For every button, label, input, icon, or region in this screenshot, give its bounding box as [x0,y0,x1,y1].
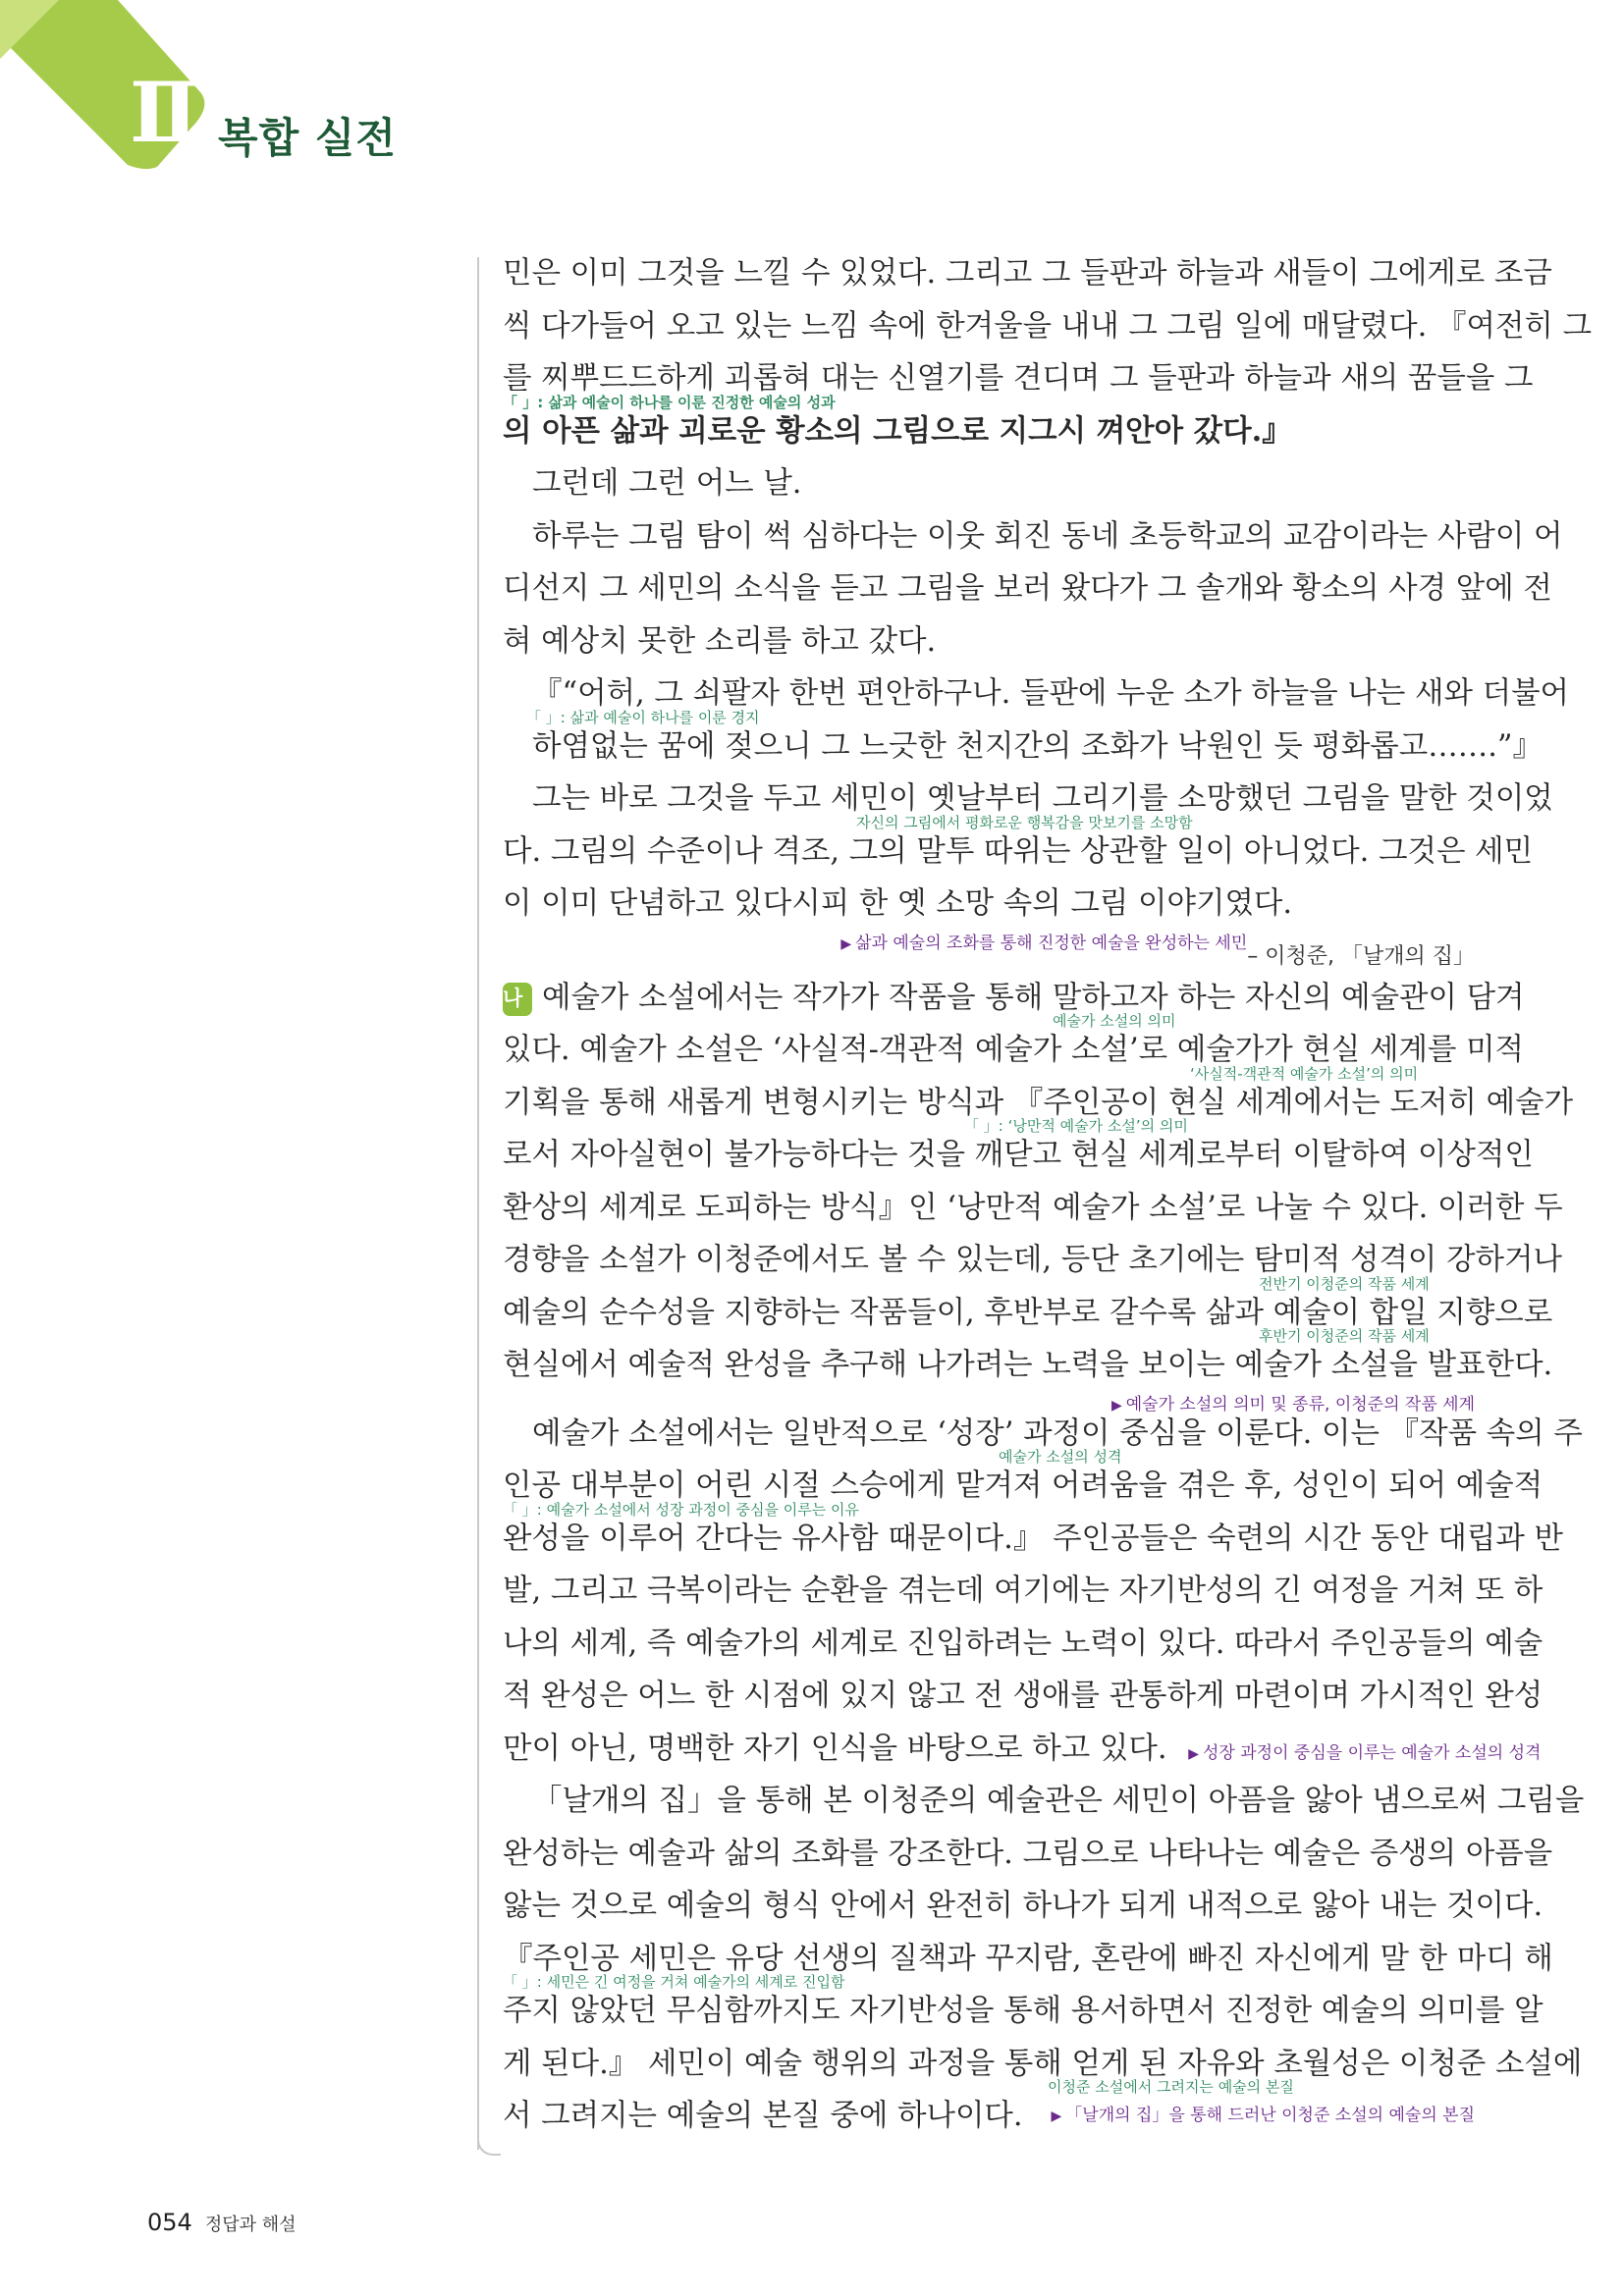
margin-note: 「 」: 삶과 예술이 하나를 이룬 경지 [526,708,760,726]
footer-label: 정답과 해설 [204,2215,297,2235]
passage-na-line: 나의 세계, 즉 예술가의 세계로 진입하려는 노력이 있다. 따라서 주인공들의 예술 [503,1626,1543,1661]
passage-na-line-text: 인공 대부분이 어린 시절 스승에게 맡겨져 어려움을 겪은 후, 성인이 되어 예술적 [503,1468,1543,1503]
passage-na-line-text: 주지 않았던 무심함까지도 자기반성을 통해 용서하면서 진정한 예술의 의미를 알 [503,1994,1543,2028]
margin-note: 전반기 이청준의 작품 세계 [1259,1274,1430,1293]
passage-ga-line: 『“어허, 그 쇠팔자 한번 편안하구나. 들판에 누운 소가 하늘을 나는 새와 더불어 [532,676,1570,711]
margin-note: 후반기 이청준의 작품 세계 [1259,1327,1430,1345]
summary-tag [1188,1743,1541,1763]
passage-ga-line-text: 이 이미 단념하고 있다시피 한 옛 소망 속의 그림 이야기였다. [503,886,1293,921]
passage-na-line [503,1500,1563,1566]
passage-ga-line: 그는 바로 그것을 두고 세민이 옛날부터 그리기를 소망했던 그림을 말한 것이었 [532,781,1553,816]
passage-badge-na: 나 [503,983,532,1016]
margin-note: ‘사실적-객관적 예술가 소설’의 의미 [1190,1064,1419,1083]
passage-na-line: 『주인공 세민은 유당 선생의 질책과 꾸지람, 혼란에 빠진 자신에게 말 한 마디 해 [503,1941,1553,1976]
passage-na-line-text: 현실에서 예술적 완성을 추구해 나가려는 노력을 보이는 예술가 소설을 발표한다. [503,1348,1553,1382]
passage-na-line-text: 서 그려지는 예술의 본질 중에 하나이다. [503,2099,1023,2133]
passage-ga-line-text: 다. 그림의 수준이나 격조, 그의 말투 따위는 상관할 일이 아니었다. 그것은 세민 [503,833,1534,869]
passage-na-line [503,1327,1553,1392]
passage-na-line: 「날개의 집」을 통해 본 이청준의 예술관은 세민이 아픔을 앓아 냄으로써 그림을 [532,1784,1585,1818]
triangle-icon: ▶ [1188,1745,1199,1762]
passage-na-line [503,972,1525,1025]
passage-ga-line-text: 하염없는 꿈에 젖으니 그 느긋한 천지간의 조화가 낙원인 듯 평화롭고…….”』 [532,728,1543,764]
summary-text: 예술가 소설의 의미 및 종류, 이청준의 작품 세계 [1125,1394,1475,1415]
triangle-icon: ▶ [1110,1397,1122,1414]
triangle-icon: ▶ [840,935,852,952]
roman-numeral-badge: Ⅱ [130,64,199,161]
page-number: 054 [147,2209,192,2236]
passage-na-line: 경향을 소설가 이청준에서도 볼 수 있는데, 등단 초기에는 탐미적 성격이 강하거나 [503,1243,1562,1277]
passage-ga-line: 혀 예상치 못한 소리를 하고 갔다. [503,623,937,659]
passage-ga-line [503,708,1543,774]
passage-na-line-text: 예술가 소설에서는 작가가 작품을 통해 말하고자 하는 자신의 예술관이 담겨 [542,980,1525,1015]
passage-na-line-text: 예술의 순수성을 지향하는 작품들이, 후반부로 갈수록 삶과 예술이 합일 지향으로 [503,1295,1553,1330]
passage-na-line: 발, 그리고 극복이라는 순환을 겪는데 여기에는 자기반성의 긴 여정을 거쳐 또 하 [503,1574,1543,1608]
triangle-icon: ▶ [1051,2109,1062,2124]
passage-na-line [503,1723,1542,1776]
passage-na-line: 앓는 것으로 예술의 형식 안에서 완전히 하나가 되게 내적으로 앓아 내는 것이다. [503,1889,1543,1923]
passage-ga-line: 민은 이미 그것을 느낄 수 있었다. 그리고 그 들판과 하늘과 새들이 그에게로 조금 [503,256,1552,291]
column-rule-corner [477,2126,501,2156]
passage-na-line: 환상의 세계로 도피하는 방식』인 ‘낭만적 예술가 소설’로 나눌 수 있다. 이러한 두 [503,1190,1563,1225]
margin-note: 「 」: 예술가 소설에서 성장 과정이 중심을 이루는 이유 [503,1500,860,1519]
margin-note: 「 」: 세민은 긴 여정을 거쳐 예술가의 세계로 진입함 [503,1973,845,1991]
margin-note: 예술가 소설의 성격 [999,1448,1122,1466]
passage-ga-line: 씩 다가들어 오고 있는 느낌 속에 한겨울을 내내 그 그림 일에 매달렸다. 『여전히 그 [503,308,1593,344]
passage-na-line: 완성하는 예술과 삶의 조화를 강조한다. 그림으로 나타나는 예술은 증생의 아픔을 [503,1836,1553,1871]
margin-note: 「 」: ‘낭만적 예술가 소설’의 의미 [964,1117,1188,1135]
passage-ga-line: 디선지 그 세민의 소식을 듣고 그림을 보러 왔다가 그 솔개와 황소의 사경 앞에 전 [503,571,1552,606]
summary-text: 삶과 예술의 조화를 통해 진정한 예술을 완성하는 세민 [855,933,1248,953]
passage-na-line: 적 완성은 어느 한 시점에 있지 않고 전 생애를 관통하게 마련이며 가시적인 완성 [503,1679,1543,1713]
passage-ga-line: 하루는 그림 탐이 썩 심하다는 이웃 회진 동네 초등학교의 교감이라는 사람이 어 [532,518,1563,554]
passage-na-line: 예술가 소설에서는 일반적으로 ‘성장’ 과정이 중심을 이룬다. 이는 『작품 속의 주 [532,1415,1583,1451]
margin-note: 이청준 소설에서 그려지는 예술의 본질 [1048,2078,1294,2096]
passage-ga-line-text: 의 아픈 삶과 괴로운 황소의 그림으로 지그시 껴안아 갔다.』 [503,412,1292,449]
passage-na-line-text: 로서 자아실현이 불가능하다는 것을 깨닫고 현실 세계로부터 이탈하여 이상적인 [503,1138,1534,1172]
passage-na-line [503,2078,1475,2143]
passage-ga-line [503,813,1534,879]
passage-column [503,247,1593,2143]
passage-na-line-text: 만이 아닌, 명백한 자기 인식을 바탕으로 하고 있다. [503,1731,1167,1766]
passage-na-line-text: 기획을 통해 새롭게 변형시키는 방식과 『주인공이 현실 세계에서는 도저히 예술가 [503,1085,1574,1120]
passage-na-line-text: 있다. 예술가 소설은 ‘사실적-객관적 예술가 소설’로 예술가가 현실 세계를 미적 [503,1033,1524,1067]
passage-na-line [503,1117,1534,1182]
page-footer [147,2209,297,2236]
source-citation: – 이청준, 「날개의 집」 [1247,943,1475,969]
column-rule [477,257,479,2150]
passage-ga-line-bold [503,393,1475,458]
section-title: 복합 실전 [218,114,397,162]
passage-ga-line: 그런데 그런 어느 날. [532,466,802,501]
margin-note: 예술가 소설의 의미 [1053,1012,1176,1030]
passage-ga-line: 를 찌뿌드드하게 괴롭혀 대는 신열기를 견디며 그 들판과 하늘과 새의 꿈들을 그 [503,361,1534,396]
passage-na-line-text: 완성을 이루어 간다는 유사함 때문이다.』 주인공들은 숙련의 시간 동안 대립과 반 [503,1521,1563,1556]
passage-na-line: 게 된다.』 세민이 예술 행위의 과정을 통해 얻게 된 자유와 초월성은 이청준 소설에 [503,2046,1583,2081]
margin-note: 자신의 그림에서 평화로운 행복감을 맛보기를 소망함 [856,813,1193,831]
summary-text: 「날개의 집」을 통해 드러난 이청준 소설의 예술의 본질 [1065,2106,1475,2125]
summary-text: 성장 과정이 중심을 이루는 예술가 소설의 성격 [1203,1742,1542,1763]
margin-note: 「 」: 삶과 예술이 하나를 이룬 진정한 예술의 성과 [503,393,836,411]
passage-na-line [503,1973,1543,2038]
